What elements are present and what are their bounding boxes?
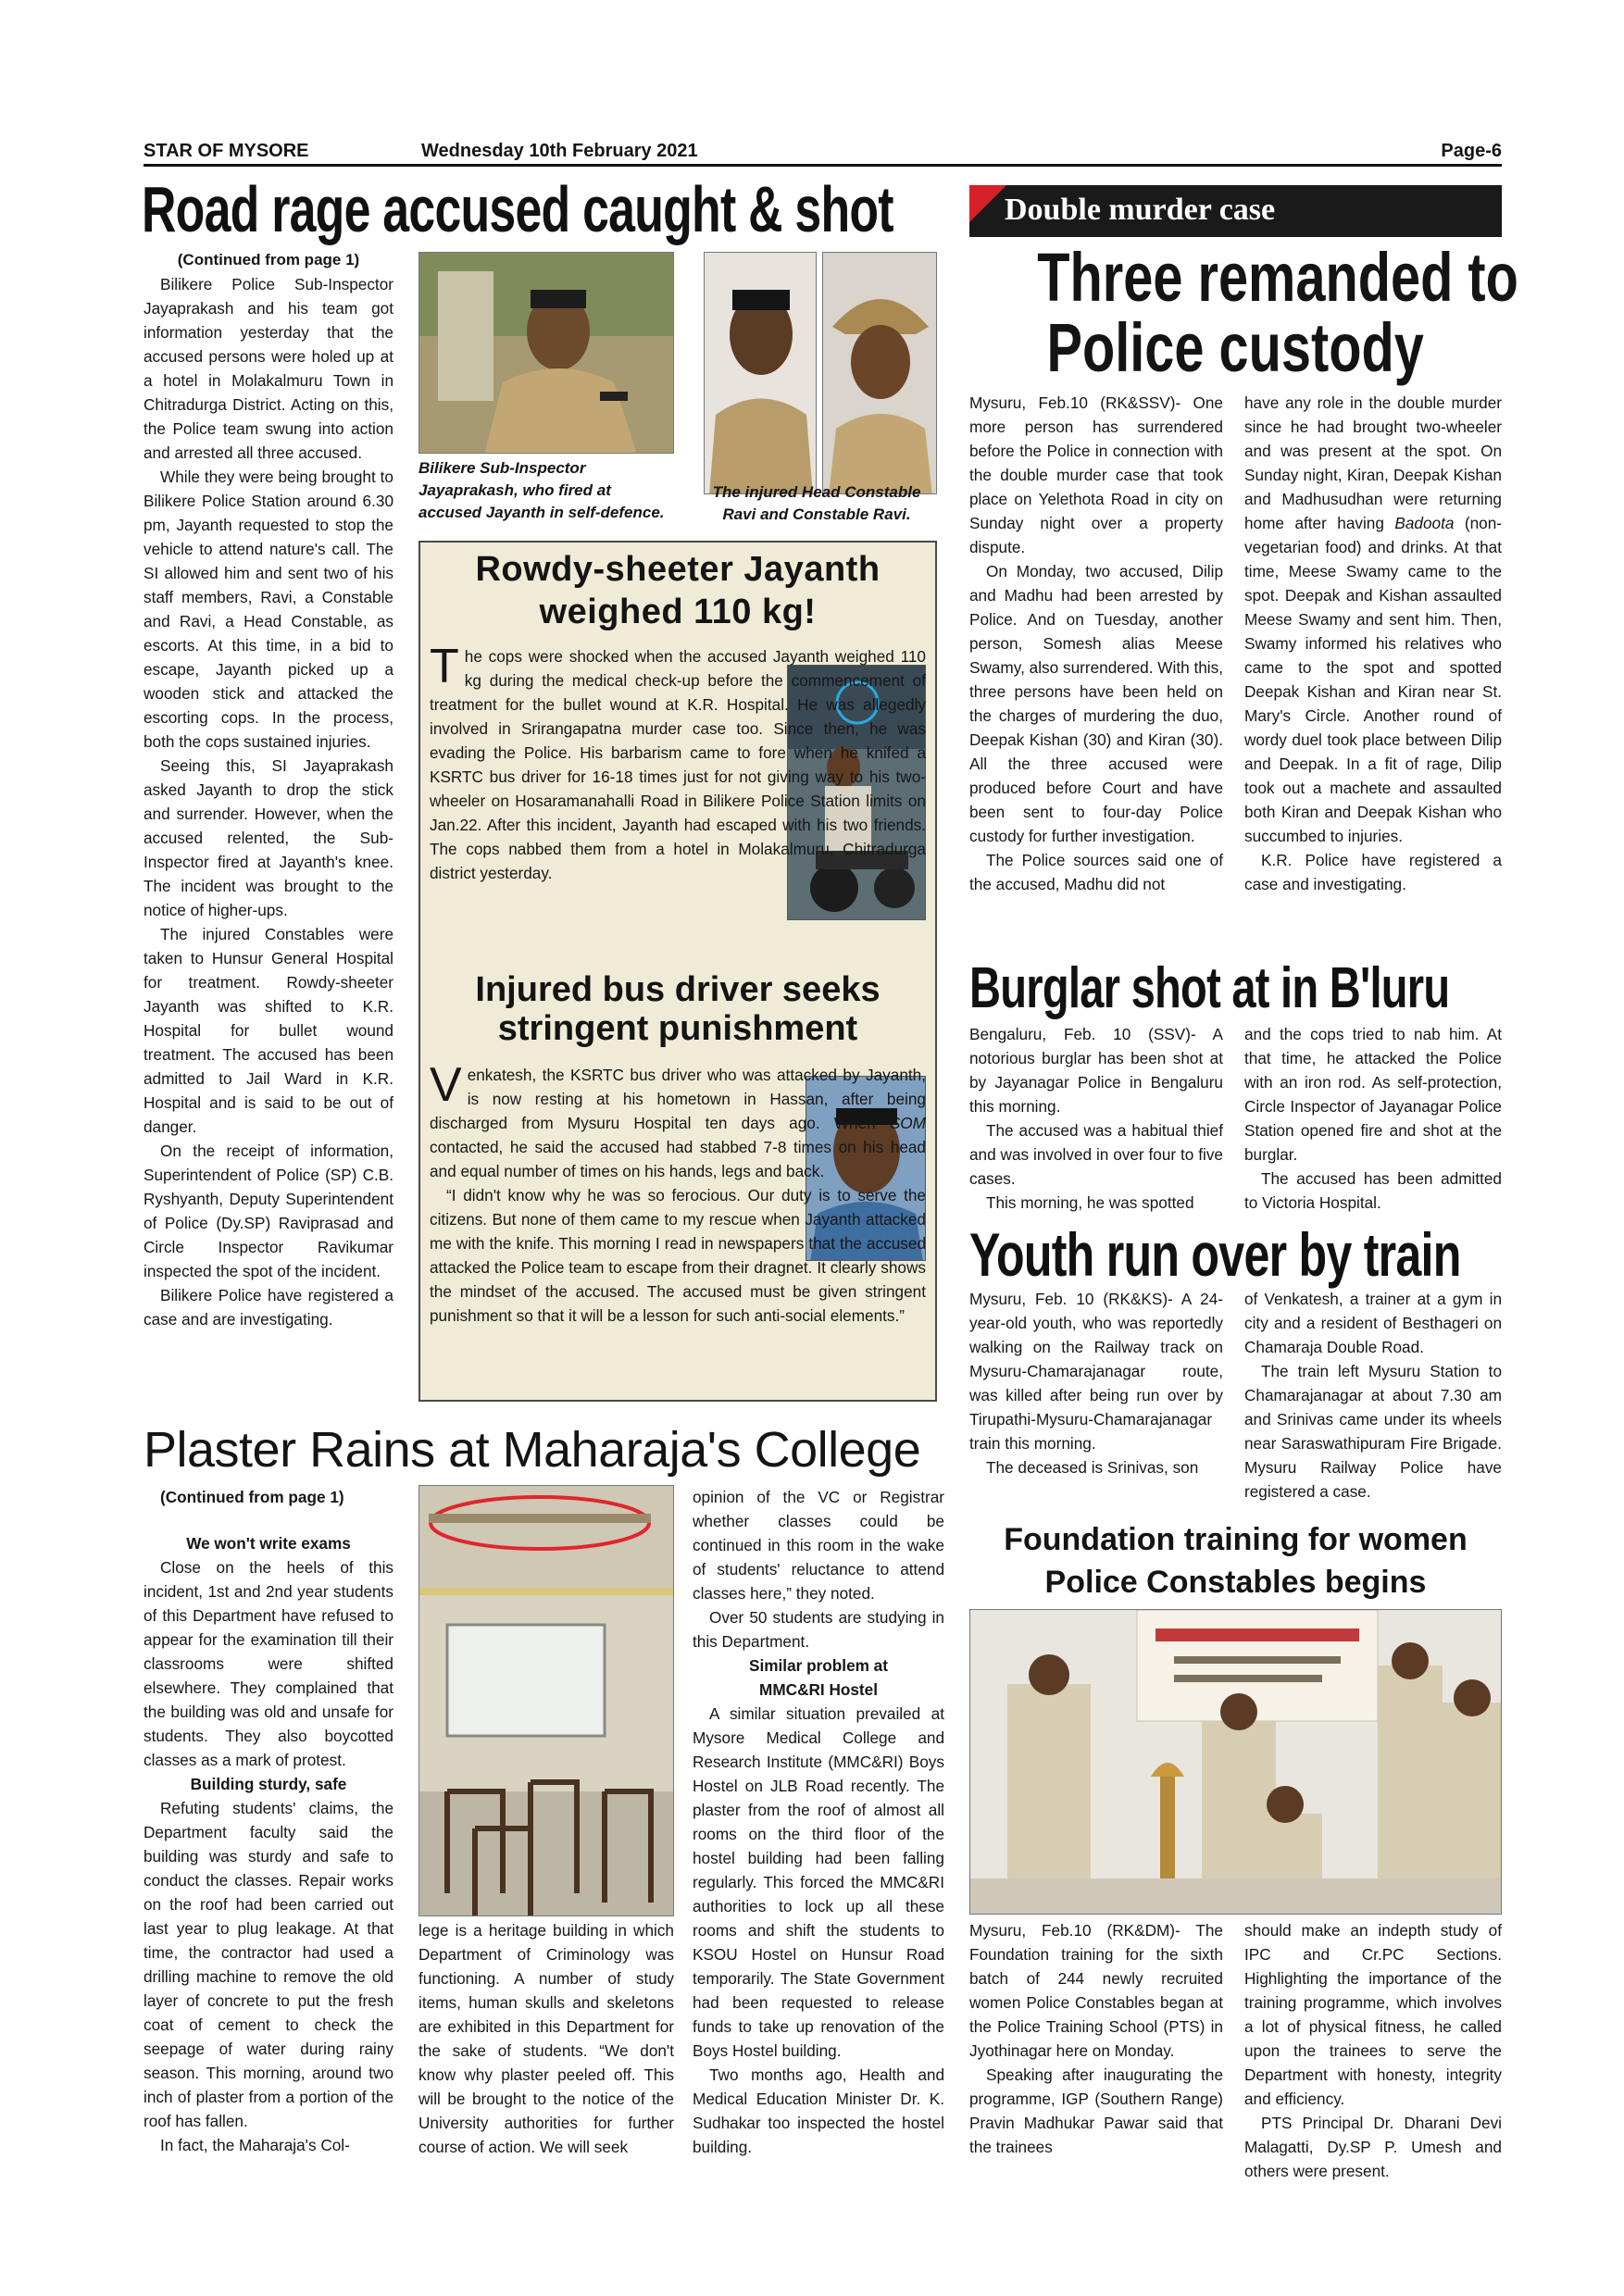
burglar-paragraph: This morning, he was spotted — [986, 1193, 1194, 1212]
burglar-paragraph: and the cops tried to nab him. At that time, he attacked the Police with an iron rod. As self-protection, Circle Inspector of Jayanagar Police Station opened fire and shot at the burglar. — [1244, 1025, 1502, 1164]
photo-foundation-training — [969, 1609, 1502, 1915]
foundation-paragraph: Mysuru, Feb.10 (RK&DM)- The Foundation training for the sixth batch of 244 newly recruited women Police Constables began at the Police Training School (PTS) in Jyothinagar here on Monday. — [969, 1921, 1223, 2060]
foundation-paragraph: PTS Principal Dr. Dharani Devi Malagatti, Dy.SP P. Umesh and others were present. — [1244, 2114, 1502, 2180]
foundation-col1 — [969, 1918, 1223, 2159]
rowdy-story — [430, 640, 926, 885]
road-rage-paragraph: Bilikere Police Sub-Inspector Jayaprakash and his team got information yesterday that the accused persons were holed up at a hotel in Molakalmuru Town in Chitradurga District. Acting on this, the Police team swung into action and arrested all three accused. — [144, 275, 394, 462]
foundation-paragraph: should make an indepth study of IPC and Cr.PC Sections. Highlighting the importance of the training programme, which involves a lot of physical fitness, he called upon the trainees to serve the Department with honesty, integrity and efficiency. — [1244, 1921, 1502, 2108]
plaster-paragraph: opinion of the VC or Registrar whether classes could be continued in this room in the wake of students' reluctance to attend classes here,” they noted. — [693, 1488, 944, 1603]
plaster-paragraph: Refuting students' claims, the Department faculty said the building was sturdy and safe to conduct the classes. Repair works on the roof had been carried out last year to plug leakage. At that time, the contractor had used a drilling machine to remove the old layer of concrete to put the fresh coat of cement to check the seepage of water during rainy season. This morning, around two inch of plaster from a portion of the roof has fallen. — [144, 1799, 394, 2130]
dropcap: V — [430, 1058, 462, 1112]
photo-head-constable — [704, 252, 817, 494]
dm-paragraph: K.R. Police have registered a case and investigating. — [1244, 851, 1502, 893]
road-rage-paragraph: While they were being brought to Bilikere Police Station around 6.30 pm, Jayanth requested to stop the vehicle to attend nature's call. The SI allowed him and sent two of his staff members, Ravi, a Constable and Ravi, a Head Constable, as escorts. At this time, in a bid to escape, Jayanth picked up a wooden stick and attacked the escorting cops. In the process, both the cops sustained injuries. — [144, 468, 394, 751]
photo-classroom — [418, 1485, 674, 1916]
plaster-paragraph: In fact, the Maharaja's Col- — [160, 2136, 350, 2154]
foundation-col2 — [1244, 1918, 1502, 2183]
burglar-col2 — [1244, 1022, 1502, 1215]
subhead: MMC&RI Hostel — [759, 1680, 878, 1699]
burglar-paragraph: Bengaluru, Feb. 10 (SSV)- A notorious burglar has been shot at by Jayanagar Police in Bengaluru this morning. — [969, 1025, 1223, 1116]
caption-sub-inspector: Bilikere Sub-Inspector Jayaprakash, who fired at accused Jayanth in self-defence. — [418, 459, 665, 521]
rowdy-sheeter-box — [418, 541, 937, 1402]
dropcap: T — [430, 640, 459, 693]
headline-line1: Foundation training for women — [1004, 1522, 1468, 1557]
youth-paragraph: of Venkatesh, a trainer at a gym in city and a resident of Besthageri on Chamaraja Double Road. — [1244, 1290, 1502, 1356]
bus-driver-quote: “I didn't know why he was so ferocious. Our duty is to serve the citizens. But none of them came to my rescue when Jayanth attacked me with the knife. This morning I read in newspapers that the accused attacked the Police team to escape from their dragnet. It clearly shows the mindset of the accused. The accused must be given stringent punishment so that it will be a lesson for such anti-social elements.” — [430, 1186, 926, 1325]
youth-col2 — [1244, 1287, 1502, 1504]
kicker-text: Double murder case — [1005, 193, 1276, 227]
road-rage-article — [144, 248, 394, 1331]
youth-paragraph: Mysuru, Feb. 10 (RK&KS)- A 24-year-old youth, who was reportedly walking on the Railway track on Mysuru-Chamarajanagar route, was killed after being run over by Tirupathi-Mysuru-Chamarajanagar train this morning. — [969, 1290, 1223, 1453]
issue-date: Wednesday 10th February 2021 — [421, 141, 698, 161]
youth-train-headline: Youth run over by train — [969, 1220, 1461, 1289]
road-rage-headline: Road rage accused caught & shot — [142, 173, 893, 245]
double-murder-headline — [969, 239, 1518, 386]
page-header — [144, 139, 1502, 167]
headline-line2: Police Constables begins — [1044, 1565, 1427, 1600]
youth-col1 — [969, 1287, 1223, 1479]
road-rage-paragraph: Seeing this, SI Jayaprakash asked Jayanth to drop the stick and surrender. However, when the accused relented, the Sub-Inspector fired at Jayanth's knee. The incident was brought to the notice of higher-ups. — [144, 756, 394, 919]
subhead: Building sturdy, safe — [190, 1775, 347, 1793]
plaster-paragraph: Two months ago, Health and Medical Education Minister Dr. K. Sudhakar too inspected the hostel building. — [693, 2065, 944, 2156]
road-rage-paragraph: On the receipt of information, Superintendent of Police (SP) C.B. Ryshyanth, Deputy Superintendent of Police (Dy.SP) Raviprasad and Circle Inspector Ravikumar inspected the spot of the incident. — [144, 1142, 394, 1280]
bus-driver-text-a: enkatesh, the KSRTC bus driver who was attacked by Jayanth, is now resting at his hometown in Hassan, after being discharged from Mysuru Hospital ten days ago. When — [430, 1066, 926, 1132]
plaster-col2 — [418, 1918, 674, 2159]
burglar-col1 — [969, 1022, 1223, 1215]
continued-note: (Continued from page 1) — [160, 1488, 344, 1506]
foundation-headline — [969, 1518, 1502, 1603]
double-murder-col1 — [969, 391, 1223, 896]
headline-line1: Three remanded to — [1037, 239, 1518, 316]
plaster-paragraph: lege is a heritage building in which Department of Criminology was functioning. A number of study items, human skulls and skeletons are exhibited in this Department for the sake of students. “We don't know why plaster peeled off. This will be brought to the notice of the University authorities for further course of action. We will seek — [418, 1921, 674, 2156]
burglar-paragraph: The accused has been admitted to Victoria Hospital. — [1244, 1169, 1502, 1212]
photo-constable — [822, 252, 937, 494]
road-rage-paragraph: Bilikere Police have registered a case and are investigating. — [144, 1286, 394, 1329]
plaster-paragraph: Close on the heels of this incident, 1st and 2nd year students of this Department have refused to appear for the examination till their classrooms were shifted elsewhere. They complained that the building was old and unsafe for students. They also boycotted classes as a mark of protest. — [144, 1558, 394, 1769]
continued-note: (Continued from page 1) — [177, 251, 360, 268]
subhead: Similar problem at — [749, 1656, 888, 1675]
rowdy-text: he cops were shocked when the accused Jayanth weighed 110 kg during the medical check-up before the commencement of treatment for the bullet wound at K.R. Hospital. He was allegedly involved in Srirangapatna murder case too. Since then, he was evading the Police. His barbarism came to fore when he knifed a KSRTC bus driver for 16-18 times just for not giving way to his two-wheeler on Hosaramanahalli Road in Bilikere Police Station limits on Jan.22. After this incident, Jayanth had escaped with his two friends. The cops nabbed them from a hotel in Molakalmuru, Chitradurga district yesterday. — [430, 647, 926, 882]
double-murder-kicker — [969, 185, 1502, 237]
youth-paragraph: The train left Mysuru Station to Chamarajanagar at about 7.30 am and Srinivas came under its wheels near Saraswathipuram Fire Brigade. Mysuru Railway Police have registered a case. — [1244, 1362, 1502, 1501]
bus-driver-headline: Injured bus driver seeks stringent punishment — [475, 970, 881, 1048]
photo-sub-inspector — [418, 252, 674, 454]
rowdy-headline: Rowdy-sheeter Jayanth weighed 110 kg! — [475, 550, 881, 631]
dm-italic: Badoota — [1394, 514, 1455, 532]
plaster-col3 — [693, 1485, 944, 2159]
dm-text: have any role in the double murder since he had brought two-wheeler and was present at the spot. On Sunday night, Kiran, Deepak Kishan and Madhusudhan were returning home after having — [1244, 393, 1502, 532]
som-italic: SOM — [889, 1114, 926, 1132]
bus-driver-story — [430, 1058, 926, 1328]
plaster-headline: Plaster Rains at Maharaja's College — [144, 1422, 921, 1478]
plaster-paragraph: A similar situation prevailed at Mysore Medical College and Research Institute (MMC&RI) Boys Hostel on JLB Road recently. The plaster from the roof of almost all rooms on the third floor of the hostel building had been falling regularly. This forced the MMC&RI authorities to lock up all these rooms and shift the students to KSOU Hostel on Hunsur Road temporarily. The State Government had been requested to release funds to take up renovation of the Boys Hostel building. — [693, 1704, 944, 2060]
caption-constables: The injured Head Constable Ravi and Constable Ravi. — [712, 483, 921, 523]
plaster-paragraph: Over 50 students are studying in this Department. — [693, 1608, 944, 1651]
road-rage-paragraph: The injured Constables were taken to Hunsur General Hospital for treatment. Rowdy-sheeter Jayanth was shifted to K.R. Hospital for bullet wound treatment. The accused has been admitted to Jail Ward in K.R. Hospital and is said to be out of danger. — [144, 925, 394, 1136]
paper-name: STAR OF MYSORE — [144, 141, 309, 161]
subhead: We won't write exams — [186, 1534, 351, 1553]
burglar-paragraph: The accused was a habitual thief and was involved in over four to five cases. — [969, 1121, 1223, 1188]
dm-paragraph — [1244, 391, 1502, 848]
double-murder-col2 — [1244, 391, 1502, 896]
headline-line2: Police custody — [1046, 309, 1425, 386]
bus-driver-text-b: contacted, he said the accused had stabbed 7-8 times on his head and equal number of times on his hands, legs and back. — [430, 1138, 926, 1180]
plaster-col1 — [144, 1485, 394, 2157]
dm-paragraph: On Monday, two accused, Dilip and Madhu had been arrested by Police. And on Tuesday, another person, Somesh alias Meese Swamy, also surrendered. With this, three persons have been held on the charges of murdering the duo, Deepak Kishan (30) and Kiran (30). All the three accused were produced before Court and have been sent to four-day Police custody for further investigation. — [969, 562, 1223, 845]
dm-paragraph: The Police sources said one of the accused, Madhu did not — [969, 851, 1223, 893]
dm-text: (non-vegetarian food) and drinks. At that time, Meese Swamy came to the spot. Deepak and Kishan assaulted Meese Swamy and sent him. Then, Swamy informed his relatives who came to the spot and spotted Deepak Kishan and Kiran near St. Mary's Circle. Another round of wordy duel took place between Dilip and Deepak. In a fit of rage, Dilip took out a machete and assaulted both Kiran and Deepak Kishan who succumbed to injuries. — [1244, 514, 1502, 845]
foundation-paragraph: Speaking after inaugurating the programme, IGP (Southern Range) Pravin Madhukar Pawar said that the trainees — [969, 2065, 1223, 2156]
youth-paragraph: The deceased is Srinivas, son — [986, 1458, 1199, 1477]
page-number: Page-6 — [1441, 141, 1502, 161]
dm-paragraph: Mysuru, Feb.10 (RK&SSV)- One more person has surrendered before the Police in connection with the double murder case that took place on Yelethota Road in city on Sunday night over a property dispute. — [969, 393, 1223, 556]
burglar-headline: Burglar shot at in B'luru — [969, 956, 1450, 1020]
